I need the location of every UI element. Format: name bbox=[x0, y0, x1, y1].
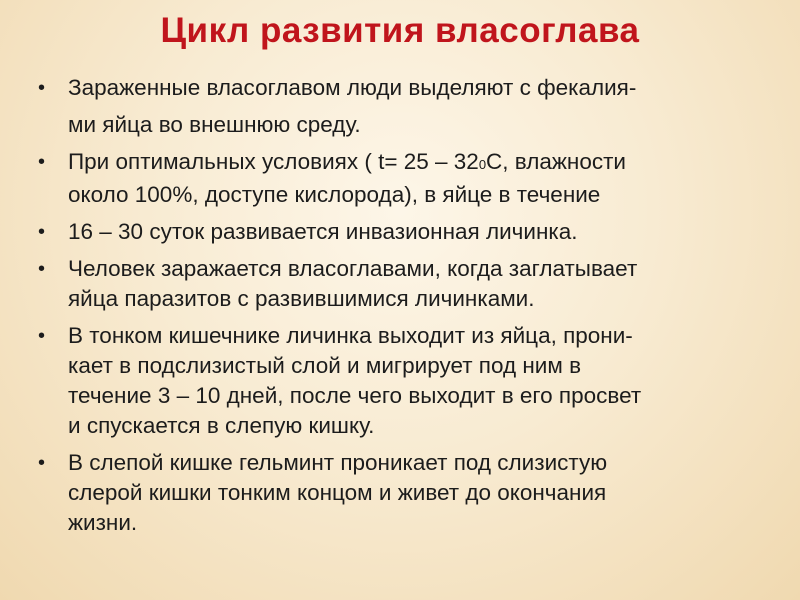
bullet-item-6 bbox=[36, 448, 756, 538]
bullet-text-line: ми яйца во внешнюю среду. bbox=[68, 112, 361, 137]
slide-title: Цикл развития власоглава bbox=[160, 11, 640, 50]
bullet-marker: • bbox=[38, 452, 46, 474]
bullet-item-5 bbox=[36, 321, 756, 441]
bullet-text-line: кает в подслизистый слой и мигрирует под ним в bbox=[68, 353, 582, 378]
bullet-text-line: Зараженные власоглавом люди выделяют с фекалия- bbox=[68, 75, 637, 100]
bullet-marker: • bbox=[38, 325, 46, 347]
bullet-list bbox=[36, 73, 756, 545]
bullet-text-line: яйца паразитов с развившимися личинками. bbox=[68, 286, 535, 311]
bullet-item-3 bbox=[36, 217, 756, 247]
bullet-text-line: В слепой кишке гельминт проникает под слизистую bbox=[68, 450, 608, 475]
bullet-text-line bbox=[68, 147, 756, 180]
bullet-text-line: и спускается в слепую кишку. bbox=[68, 413, 375, 438]
bullet-item-2 bbox=[36, 147, 756, 210]
bullet-marker: • bbox=[38, 221, 46, 243]
bullet-text-part: С, влажности bbox=[486, 149, 626, 174]
bullet-text-line: течение 3 – 10 дней, после чего выходит в его просвет bbox=[68, 383, 642, 408]
bullet-marker: • bbox=[38, 258, 46, 280]
bullet-text-part: При оптимальных условиях ( t= 25 – 32 bbox=[68, 149, 479, 174]
bullet-text-line: слерой кишки тонким концом и живет до окончания bbox=[68, 480, 607, 505]
bullet-text-line: около 100%, доступе кислорода), в яйце в течение bbox=[68, 182, 601, 207]
bullet-text-line: жизни. bbox=[68, 510, 138, 535]
bullet-item-1 bbox=[36, 73, 756, 140]
bullet-text-line: Человек заражается власоглавами, когда заглатывает bbox=[68, 256, 638, 281]
bullet-marker: • bbox=[38, 151, 46, 173]
bullet-item-4 bbox=[36, 254, 756, 314]
degree-mark: 0 bbox=[478, 157, 487, 172]
bullet-text-line: 16 – 30 суток развивается инвазионная личинка. bbox=[68, 219, 578, 244]
bullet-marker: • bbox=[38, 77, 46, 99]
bullet-text-line: В тонком кишечнике личинка выходит из яйца, прони- bbox=[68, 323, 633, 348]
